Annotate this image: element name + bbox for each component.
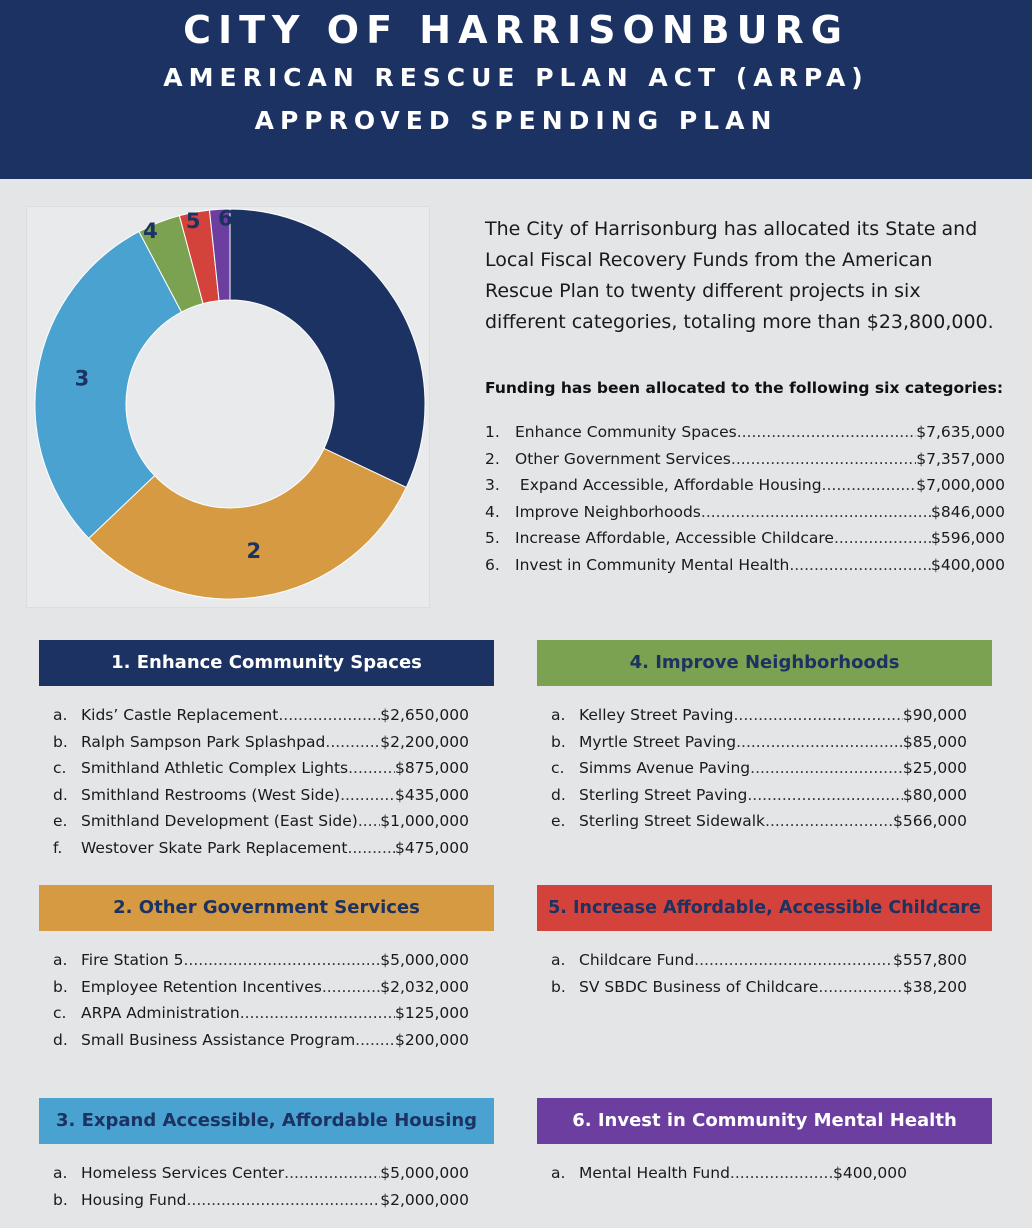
intro-paragraph: The City of Harrisonburg has allocated its State and Local Fiscal Recovery Funds from the American Rescue Plan to twenty different projects in six different categories, totaling more than $23,800,000. [485, 218, 994, 333]
item-label: Myrtle Street Paving [579, 732, 737, 751]
item-value: $557,800 [893, 951, 967, 969]
item-letter: a. [551, 951, 566, 969]
item-value: $7,357,000 [916, 449, 1005, 468]
item-letter: a. [551, 706, 566, 724]
list-item [53, 782, 469, 809]
item-value: $85,000 [902, 732, 967, 751]
category-summary-item [485, 499, 1005, 526]
leader-dots [789, 552, 931, 579]
category-summary-list [485, 419, 1005, 579]
list-item [53, 1000, 469, 1027]
item-letter: b. [53, 977, 68, 996]
category-summary-item [485, 552, 1005, 579]
leader-dots [694, 947, 893, 974]
section-childcare [537, 885, 992, 1000]
leader-dots [348, 755, 395, 782]
item-value: $7,635,000 [916, 423, 1005, 441]
page-subtitle-act: AMERICAN RESCUE PLAN ACT (ARPA) [163, 63, 869, 92]
list-item [551, 947, 967, 974]
section-header: 1. Enhance Community Spaces [39, 640, 494, 686]
leader-dots [322, 974, 380, 1001]
leader-dots [701, 499, 931, 526]
slice-label-6: 6 [217, 207, 233, 231]
item-number: 2. [485, 449, 500, 468]
list-item [53, 702, 469, 729]
item-label: ARPA Administration [81, 1004, 240, 1023]
item-value: $1,000,000 [380, 812, 469, 831]
item-value: $5,000,000 [380, 1164, 469, 1182]
section-item-list [537, 1160, 907, 1187]
leader-dots [325, 729, 380, 756]
item-value: $80,000 [902, 785, 967, 804]
section-expand-housing [39, 1098, 494, 1213]
item-value: $38,200 [902, 977, 967, 996]
section-other-government-services [39, 885, 494, 1053]
category-summary-item [485, 446, 1005, 473]
list-item [53, 835, 469, 862]
page-subtitle-plan: APPROVED SPENDING PLAN [254, 106, 778, 135]
list-item [551, 782, 967, 809]
item-letter: c. [53, 759, 67, 778]
item-label: Sterling Street Paving [579, 785, 748, 804]
item-label: Homeless Services Center [81, 1164, 285, 1182]
leader-dots [358, 808, 380, 835]
leader-dots [750, 755, 903, 782]
list-item [551, 974, 967, 1001]
item-letter: a. [53, 951, 68, 969]
leader-dots [822, 472, 917, 499]
section-header: 3. Expand Accessible, Affordable Housing [39, 1098, 494, 1144]
item-letter: b. [53, 1190, 68, 1209]
item-value: $566,000 [893, 812, 967, 831]
item-label: Childcare Fund [579, 951, 695, 969]
item-number: 6. [485, 555, 500, 574]
category-summary-item [485, 525, 1005, 552]
item-label: Expand Accessible, Affordable Housing [515, 476, 822, 495]
item-label: Simms Avenue Paving [579, 759, 751, 778]
leader-dots [747, 782, 903, 809]
section-item-list [39, 947, 469, 1053]
slice-label-1: 1 [349, 310, 365, 335]
categories-heading: Funding has been allocated to the following six categories: [485, 379, 1004, 397]
leader-dots [187, 1187, 381, 1214]
item-value: $2,032,000 [380, 977, 469, 996]
list-item [551, 808, 967, 835]
section-item-list [39, 1160, 469, 1213]
header-banner [0, 0, 1032, 179]
slice-label-4: 4 [143, 218, 158, 243]
item-letter: d. [551, 785, 566, 804]
item-label: Enhance Community Spaces [515, 423, 737, 441]
item-number: 4. [485, 502, 500, 521]
donut-chart-panel [26, 206, 430, 608]
item-value: $200,000 [395, 1030, 469, 1049]
slice-label-3: 3 [74, 366, 90, 391]
leader-dots [737, 419, 917, 446]
item-label: Small Business Assistance Program [81, 1030, 356, 1049]
item-value: $875,000 [395, 759, 469, 778]
list-item [551, 702, 967, 729]
list-item [53, 947, 469, 974]
list-item [53, 1027, 469, 1054]
item-letter: c. [551, 759, 565, 778]
item-letter: a. [53, 706, 68, 724]
list-item [53, 729, 469, 756]
item-number: 3. [485, 476, 500, 495]
item-value: $435,000 [395, 785, 469, 804]
section-header: 6. Invest in Community Mental Health [537, 1098, 992, 1144]
section-enhance-community-spaces [39, 640, 494, 862]
slice-label-2: 2 [246, 539, 262, 564]
leader-dots [834, 525, 931, 552]
section-item-list [537, 947, 967, 1000]
item-label: Sterling Street Sidewalk [579, 812, 766, 831]
item-label: Smithland Athletic Complex Lights [81, 759, 349, 778]
item-letter: e. [53, 812, 68, 831]
item-letter: b. [551, 977, 566, 996]
section-item-list [537, 702, 967, 835]
item-value: $2,000,000 [380, 1190, 469, 1209]
leader-dots [818, 974, 903, 1001]
section-header: 4. Improve Neighborhoods [537, 640, 992, 686]
item-label: Smithland Development (East Side) [81, 812, 358, 831]
item-number: 5. [485, 529, 500, 548]
item-label: Ralph Sampson Park Splashpad [81, 732, 326, 751]
category-summary-item [485, 419, 1005, 446]
item-letter: a. [53, 1164, 68, 1182]
donut-chart [27, 207, 431, 609]
category-summary-item [485, 472, 1005, 499]
item-label: Employee Retention Incentives [81, 977, 322, 996]
item-value: $125,000 [395, 1004, 469, 1023]
section-mental-health [537, 1098, 992, 1187]
item-letter: c. [53, 1004, 67, 1023]
section-item-list [39, 702, 469, 862]
item-label: Mental Health Fund [579, 1164, 730, 1182]
item-letter: d. [53, 785, 68, 804]
item-label: Fire Station 5 [81, 951, 184, 969]
item-value: $475,000 [395, 838, 469, 857]
item-value: $90,000 [902, 706, 967, 724]
list-item [551, 1160, 907, 1187]
section-header: 5. Increase Affordable, Accessible Childcare [537, 885, 992, 931]
item-letter: f. [53, 838, 63, 857]
list-item [53, 1160, 469, 1187]
list-item [53, 1187, 469, 1214]
item-label: Smithland Restrooms (West Side) [81, 785, 341, 804]
section-header: 2. Other Government Services [39, 885, 494, 931]
item-letter: e. [551, 812, 566, 831]
leader-dots [734, 702, 903, 729]
list-item [53, 755, 469, 782]
item-value: $2,650,000 [380, 706, 469, 724]
item-value: $846,000 [931, 502, 1005, 521]
list-item [53, 808, 469, 835]
item-value: $2,200,000 [380, 732, 469, 751]
item-letter: d. [53, 1030, 68, 1049]
leader-dots [355, 1027, 395, 1054]
leader-dots [340, 782, 395, 809]
list-item [551, 755, 967, 782]
list-item [551, 729, 967, 756]
item-label: Increase Affordable, Accessible Childcare [515, 529, 834, 548]
item-value: $25,000 [902, 759, 967, 778]
list-item [53, 974, 469, 1001]
item-value: $596,000 [931, 529, 1005, 548]
item-value: $7,000,000 [916, 476, 1005, 495]
leader-dots [730, 1160, 833, 1187]
leader-dots [731, 446, 916, 473]
leader-dots [765, 808, 893, 835]
item-label: Improve Neighborhoods [515, 502, 701, 521]
section-improve-neighborhoods [537, 640, 992, 835]
item-label: Other Government Services [515, 449, 731, 468]
item-label: Kids’ Castle Replacement [81, 706, 279, 724]
slice-label-5: 5 [185, 209, 201, 234]
item-value: $400,000 [833, 1164, 907, 1182]
leader-dots [278, 702, 380, 729]
page-title: CITY OF HARRISONBURG [183, 8, 849, 52]
item-label: Invest in Community Mental Health [515, 555, 790, 574]
leader-dots [183, 947, 380, 974]
item-letter: a. [551, 1164, 566, 1182]
item-value: $5,000,000 [380, 951, 469, 969]
leader-dots [347, 835, 395, 862]
item-label: Kelley Street Paving [579, 706, 734, 724]
item-letter: b. [53, 732, 68, 751]
donut-slice-1 [230, 209, 425, 487]
item-number: 1. [485, 423, 500, 441]
item-letter: b. [551, 732, 566, 751]
item-label: Housing Fund [81, 1190, 187, 1209]
leader-dots [736, 729, 903, 756]
leader-dots [240, 1000, 395, 1027]
leader-dots [284, 1160, 380, 1187]
item-label: Westover Skate Park Replacement [81, 838, 348, 857]
item-label: SV SBDC Business of Childcare [579, 977, 819, 996]
item-value: $400,000 [931, 555, 1005, 574]
